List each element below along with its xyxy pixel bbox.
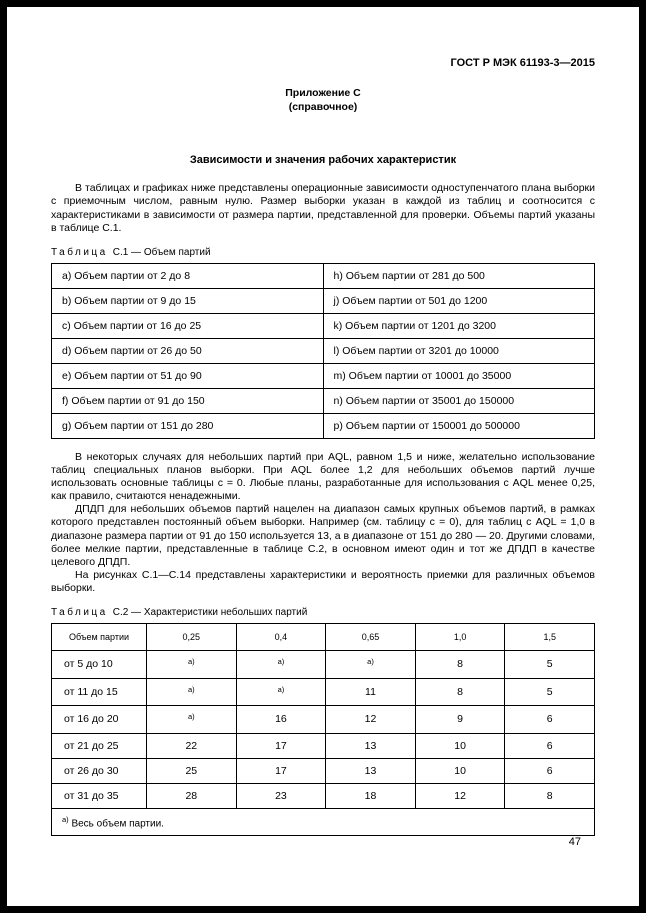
table-cell: 6	[505, 733, 595, 758]
table-cell	[147, 706, 237, 734]
standard-number: ГОСТ Р МЭК 61193-3—2015	[450, 57, 595, 69]
body-text-block	[51, 451, 595, 595]
table-header-row	[52, 624, 595, 651]
table-cell	[236, 678, 326, 706]
table-cell: 8	[505, 783, 595, 808]
table-cell: 11	[326, 678, 416, 706]
footnote-ref: а)	[62, 814, 69, 824]
table-cell	[236, 651, 326, 679]
table-cell: от 21 до 25	[52, 733, 147, 758]
paragraph-4: На рисунках С.1—С.14 представлены характеристики и вероятность приемки для различных объемов выборки.	[51, 568, 595, 595]
document-page	[7, 7, 639, 906]
table-row	[52, 783, 595, 808]
footnote-ref: а)	[187, 684, 195, 694]
table-cell: 28	[147, 783, 237, 808]
table-row	[52, 678, 595, 706]
table-cell: 13	[326, 733, 416, 758]
table-row	[52, 413, 595, 438]
column-header: 0,65	[326, 624, 416, 651]
table-row	[52, 651, 595, 679]
appendix-subtitle: (справочное)	[288, 100, 358, 113]
table-row	[52, 363, 595, 388]
table-cell: 6	[505, 706, 595, 734]
table-c1	[51, 263, 595, 439]
column-header: 0,25	[147, 624, 237, 651]
table-row	[52, 263, 595, 288]
column-header: 0,4	[236, 624, 326, 651]
table-c1-caption	[51, 247, 595, 258]
table-row	[52, 288, 595, 313]
appendix-heading	[51, 87, 595, 114]
table-footnote	[52, 808, 595, 835]
table-cell: a) Объем партии от 2 до 8	[52, 263, 324, 288]
table-cell: 16	[236, 706, 326, 734]
table-cell: g) Объем партии от 151 до 280	[52, 413, 324, 438]
appendix-title: Приложение С	[285, 87, 361, 99]
page-number: 47	[568, 836, 581, 848]
table-cell: от 16 до 20	[52, 706, 147, 734]
table-cell: n) Объем партии от 35001 до 150000	[323, 388, 595, 413]
caption-word: Таблица	[51, 246, 108, 258]
table-cell: 17	[236, 758, 326, 783]
footnote-ref: а)	[187, 712, 195, 722]
table-cell: от 11 до 15	[52, 678, 147, 706]
table-cell: 6	[505, 758, 595, 783]
table-cell: 8	[415, 678, 505, 706]
table-row	[52, 388, 595, 413]
table-cell: j) Объем партии от 501 до 1200	[323, 288, 595, 313]
table-footnote-row	[52, 808, 595, 835]
table-c2-caption	[51, 607, 595, 618]
table-cell: 23	[236, 783, 326, 808]
table-cell: 10	[415, 758, 505, 783]
table-cell: 17	[236, 733, 326, 758]
document-content	[7, 7, 639, 836]
table-row	[52, 313, 595, 338]
table-cell: от 26 до 30	[52, 758, 147, 783]
footnote-ref: а)	[277, 657, 285, 667]
caption-text: С.1 — Объем партий	[112, 246, 211, 258]
column-header: 1,5	[505, 624, 595, 651]
table-cell: h) Объем партии от 281 до 500	[323, 263, 595, 288]
table-cell	[147, 678, 237, 706]
table-cell	[326, 651, 416, 679]
table-c2	[51, 623, 595, 836]
table-cell: от 31 до 35	[52, 783, 147, 808]
table-cell: 12	[415, 783, 505, 808]
table-cell	[147, 651, 237, 679]
footnote-ref: а)	[187, 657, 195, 667]
caption-text: С.2 — Характеристики небольших партий	[112, 607, 308, 619]
table-cell: k) Объем партии от 1201 до 3200	[323, 313, 595, 338]
table-row	[52, 706, 595, 734]
footnote-ref: а)	[277, 684, 285, 694]
footnote-ref: а)	[367, 657, 374, 667]
paragraph-2: В некоторых случаях для небольших партий при AQL, равном 1,5 и ниже, желательно использование таблиц специальных планов выборки. При AQL более 1,2 для небольших объемов партий лучше использовать основные таблицы с = 0. Любые планы, разработанные для использования с AQL менее 0,25, как правило, считаются ненадежными.	[51, 450, 595, 503]
table-row	[52, 338, 595, 363]
table-cell: f) Объем партии от 91 до 150	[52, 388, 324, 413]
table-cell: 13	[326, 758, 416, 783]
table-cell: 25	[147, 758, 237, 783]
table-cell: l) Объем партии от 3201 до 10000	[323, 338, 595, 363]
table-cell: 5	[505, 651, 595, 679]
paragraph-3: ДПДП для небольших объемов партий нацелен на диапазон самых крупных объемов партий, в рамках которого представлен постоянный объем выборки. Например (см. таблицу с = 0), для таблиц с AQL = 1,0 в диапазоне размера партии от 91 до 150 используется 13, а в диапазоне от 151 до 280 — 20. Другими словами, более мелкие партии, представленные в таблице С.2, в основном имеют один и тот же ДПДП в качестве целевого ДПДП.	[51, 503, 595, 568]
caption-word: Таблица	[51, 607, 108, 619]
table-row	[52, 733, 595, 758]
table-cell: m) Объем партии от 10001 до 35000	[323, 363, 595, 388]
table-cell: 5	[505, 678, 595, 706]
table-cell: 9	[415, 706, 505, 734]
section-title: Зависимости и значения рабочих характеристик	[189, 154, 457, 167]
table-cell: от 5 до 10	[52, 651, 147, 679]
table-cell: 10	[415, 733, 505, 758]
column-header: Объем партии	[52, 624, 147, 651]
table-cell: c) Объем партии от 16 до 25	[52, 313, 324, 338]
column-header: 1,0	[415, 624, 505, 651]
table-cell: 12	[326, 706, 416, 734]
footnote-text: Весь объем партии.	[68, 817, 164, 829]
paragraph-1: В таблицах и графиках ниже представлены операционные зависимости одноступенчатого плана выборки с приемочным числом, равным нулю. Размер выборки указан в каждой из таблиц и соотносится с характеристиками в зависимости от размера партии, представленной для проверки. Объемы партий указаны в таблице С.1.	[51, 182, 595, 234]
table-cell: p) Объем партии от 150001 до 500000	[323, 413, 595, 438]
table-cell: 18	[326, 783, 416, 808]
table-cell: 22	[147, 733, 237, 758]
table-cell: 8	[415, 651, 505, 679]
table-cell: d) Объем партии от 26 до 50	[52, 338, 324, 363]
table-cell: b) Объем партии от 9 до 15	[52, 288, 324, 313]
table-row	[52, 758, 595, 783]
table-cell: e) Объем партии от 51 до 90	[52, 363, 324, 388]
